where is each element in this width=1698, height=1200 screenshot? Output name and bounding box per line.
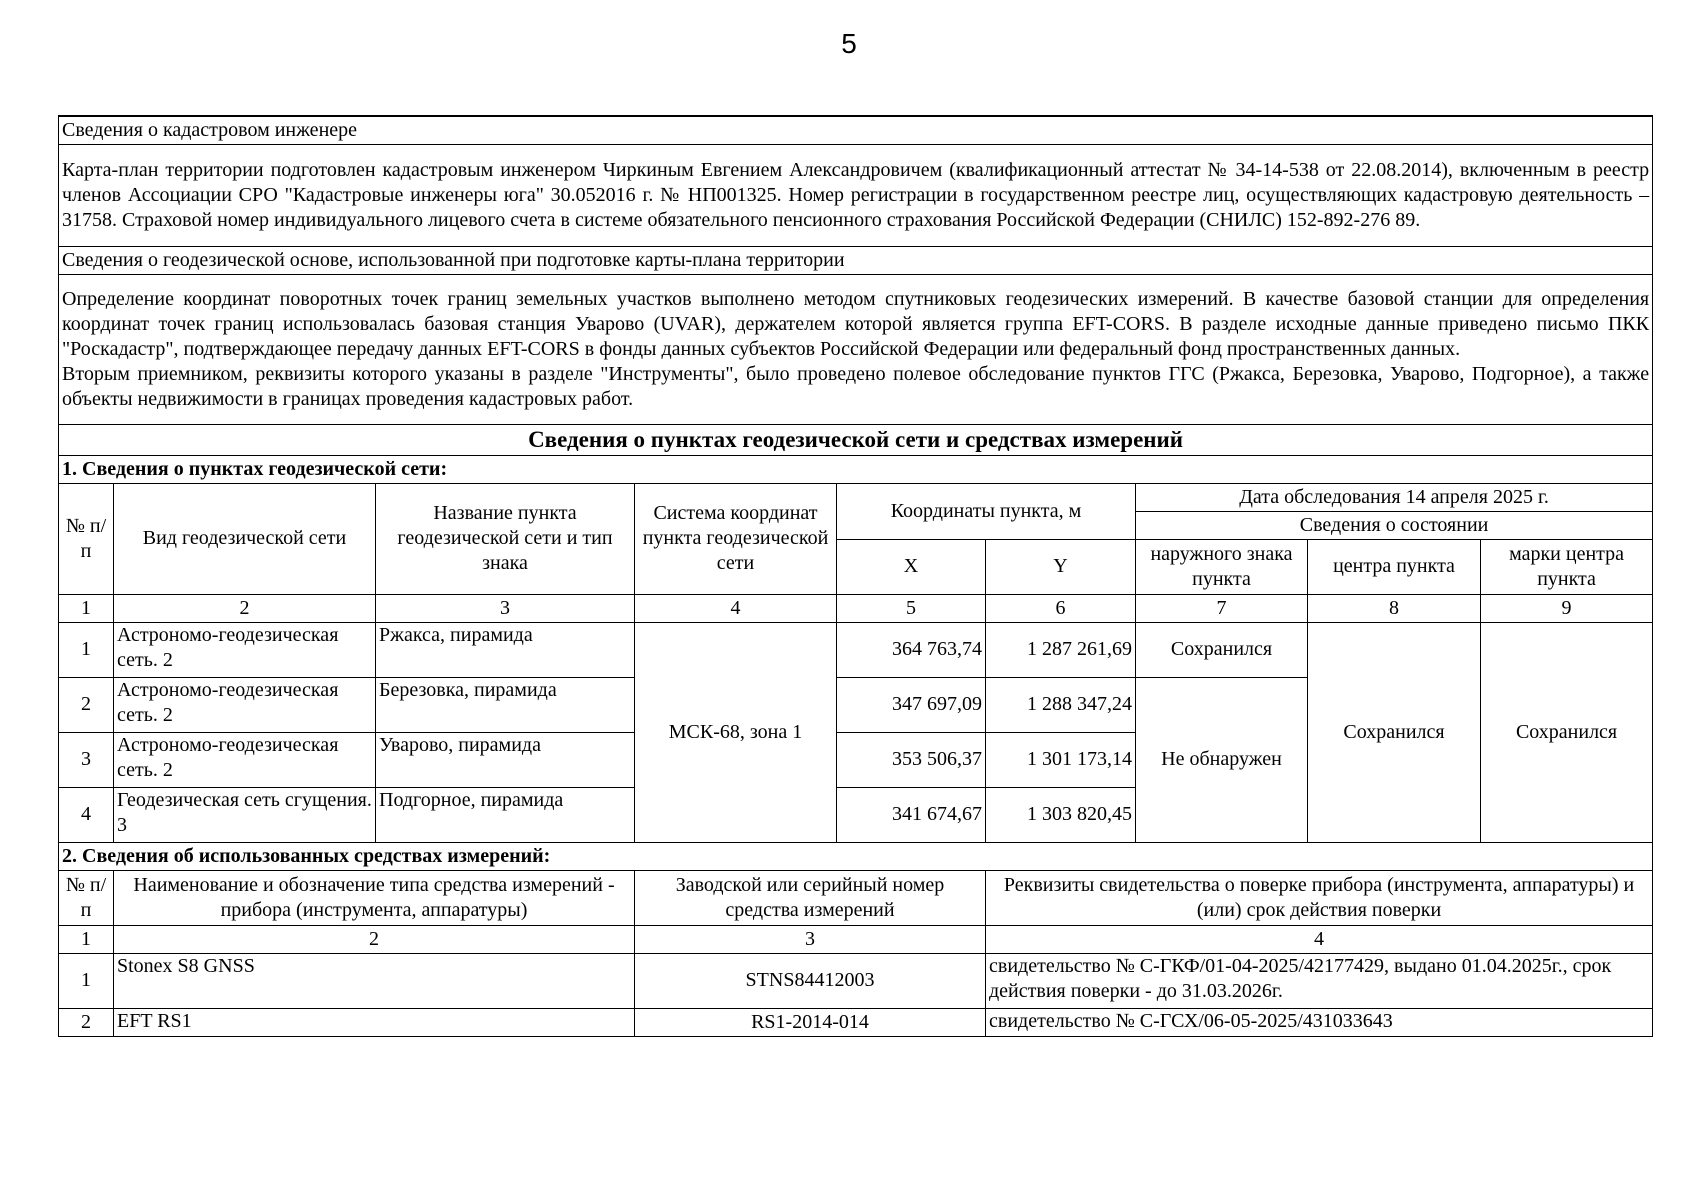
header-coord-system: Система координат пункта геодезической сети — [635, 483, 837, 594]
header-network-type: Вид геодезической сети — [114, 483, 376, 594]
col-number: 9 — [1481, 594, 1653, 622]
network-type-cell: Астрономо-геодезическая сеть. 2 — [114, 677, 376, 732]
geodetic-basis-heading: Сведения о геодезической основе, использованной при подготовке карты-плана территории — [59, 246, 1653, 274]
instr-name-cell: EFT RS1 — [114, 1008, 635, 1036]
col-number: 7 — [1136, 594, 1308, 622]
instr-name-cell: Stonex S8 GNSS — [114, 953, 635, 1008]
col-number: 3 — [376, 594, 635, 622]
header-center-mark: марки центра пункта — [1481, 539, 1653, 594]
instr-certificate-cell: свидетельство № С-ГКФ/01-04-2025/42177429, выдано 01.04.2025г., срок действия поверки - до 31.03.2026г. — [986, 953, 1653, 1008]
engineer-text: Карта-план территории подготовлен кадастровым инженером Чиркиным Евгением Александровичем (квалификационный аттестат № 34-14-538 от 22.08.2014), включенным в реестр членов Ассоциации СРО "Кадастровые инженеры юга" 30.052016 г. № НП001325. Номер регистрации в государственном реестре лиц, осуществляющих кадастровую деятельность – 31758. Страховой номер индивидуального лицевого счета в системе обязательного пенсионного страхования Российской Федерации (СНИЛС) 152-892-276 89. — [59, 144, 1653, 246]
coord-y-cell: 1 288 347,24 — [986, 677, 1136, 732]
center-mark-cell: Сохранился — [1481, 622, 1653, 842]
network-heading: 1. Сведения о пунктах геодезической сети: — [59, 455, 1653, 483]
page-number: 5 — [841, 28, 857, 59]
coord-y-cell: 1 303 820,45 — [986, 787, 1136, 842]
col-number: 6 — [986, 594, 1136, 622]
instr-header-certificate: Реквизиты свидетельства о поверке прибора (инструмента, аппаратуры) и (или) срок действия поверки — [986, 870, 1653, 925]
col-number: 5 — [837, 594, 986, 622]
col-number: 1 — [59, 594, 114, 622]
row-num: 1 — [59, 622, 114, 677]
col-number: 8 — [1308, 594, 1481, 622]
header-y: Y — [986, 539, 1136, 594]
coord-system-cell: МСК-68, зона 1 — [635, 622, 837, 842]
geodetic-basis-paragraph-2: Вторым приемником, реквизиты которого указаны в разделе "Инструменты", было проведено полевое обследование пунктов ГГС (Ржакса, Березовка, Уварово, Подгорное), а также объекты недвижимости в границах проведения кадастровых работ. — [62, 362, 1650, 410]
col-number: 4 — [986, 925, 1653, 953]
header-outer-sign: наружного знака пункта — [1136, 539, 1308, 594]
outer-sign-cell: Не обнаружен — [1136, 677, 1308, 842]
col-number: 4 — [635, 594, 837, 622]
point-name-cell: Уварово, пирамида — [376, 732, 635, 787]
instr-num: 2 — [59, 1008, 114, 1036]
geodetic-basis-paragraph-1: Определение координат поворотных точек границ земельных участков выполнено методом спутниковых геодезических измерений. В качестве базовой станции для определения координат точек границ использовалась базовая станция Уварово (UVAR), держателем которой является группа EFT-CORS. В разделе исходные данные приведено письмо ПКК "Роскадастр", подтверждающее передачу данных EFT-CORS в фонды данных субъектов Российской Федерации или федеральный фонд пространственных данных. — [62, 287, 1650, 360]
engineer-heading: Сведения о кадастровом инженере — [59, 116, 1653, 144]
outer-sign-cell: Сохранился — [1136, 622, 1308, 677]
coord-x-cell: 353 506,37 — [837, 732, 986, 787]
table-row — [59, 622, 1653, 677]
instr-serial-cell: STNS84412003 — [635, 953, 986, 1008]
coord-x-cell: 341 674,67 — [837, 787, 986, 842]
section-title: Сведения о пунктах геодезической сети и средствах измерений — [59, 424, 1653, 455]
table-row — [59, 953, 1653, 1008]
network-type-cell: Астрономо-геодезическая сеть. 2 — [114, 732, 376, 787]
geodetic-basis-text — [59, 274, 1653, 424]
instr-num: 1 — [59, 953, 114, 1008]
coord-x-cell: 364 763,74 — [837, 622, 986, 677]
header-num: № п/п — [59, 483, 114, 594]
table-row — [59, 1008, 1653, 1036]
instr-header-name: Наименование и обозначение типа средства измерений - прибора (инструмента, аппаратуры) — [114, 870, 635, 925]
point-name-cell: Ржакса, пирамида — [376, 622, 635, 677]
point-name-cell: Березовка, пирамида — [376, 677, 635, 732]
point-name-cell: Подгорное, пирамида — [376, 787, 635, 842]
row-num: 2 — [59, 677, 114, 732]
header-center: центра пункта — [1308, 539, 1481, 594]
col-number: 2 — [114, 594, 376, 622]
coord-y-cell: 1 301 173,14 — [986, 732, 1136, 787]
center-cell: Сохранился — [1308, 622, 1481, 842]
instr-certificate-cell: свидетельство № С-ГСХ/06-05-2025/431033643 — [986, 1008, 1653, 1036]
row-num: 3 — [59, 732, 114, 787]
instr-header-num: № п/п — [59, 870, 114, 925]
header-coordinates: Координаты пункта, м — [837, 483, 1136, 539]
header-point-name: Название пункта геодезической сети и тип знака — [376, 483, 635, 594]
instr-header-serial: Заводской или серийный номер средства измерений — [635, 870, 986, 925]
header-survey-date: Дата обследования 14 апреля 2025 г. — [1136, 483, 1653, 511]
network-type-cell: Геодезическая сеть сгущения. 3 — [114, 787, 376, 842]
instruments-heading: 2. Сведения об использованных средствах измерений: — [59, 842, 1653, 870]
header-x: X — [837, 539, 986, 594]
coord-x-cell: 347 697,09 — [837, 677, 986, 732]
col-number: 2 — [114, 925, 635, 953]
header-condition: Сведения о состоянии — [1136, 511, 1653, 539]
cadastral-info-table — [58, 115, 1653, 1037]
col-number: 1 — [59, 925, 114, 953]
col-number: 3 — [635, 925, 986, 953]
coord-y-cell: 1 287 261,69 — [986, 622, 1136, 677]
row-num: 4 — [59, 787, 114, 842]
instr-serial-cell: RS1-2014-014 — [635, 1008, 986, 1036]
network-type-cell: Астрономо-геодезическая сеть. 2 — [114, 622, 376, 677]
